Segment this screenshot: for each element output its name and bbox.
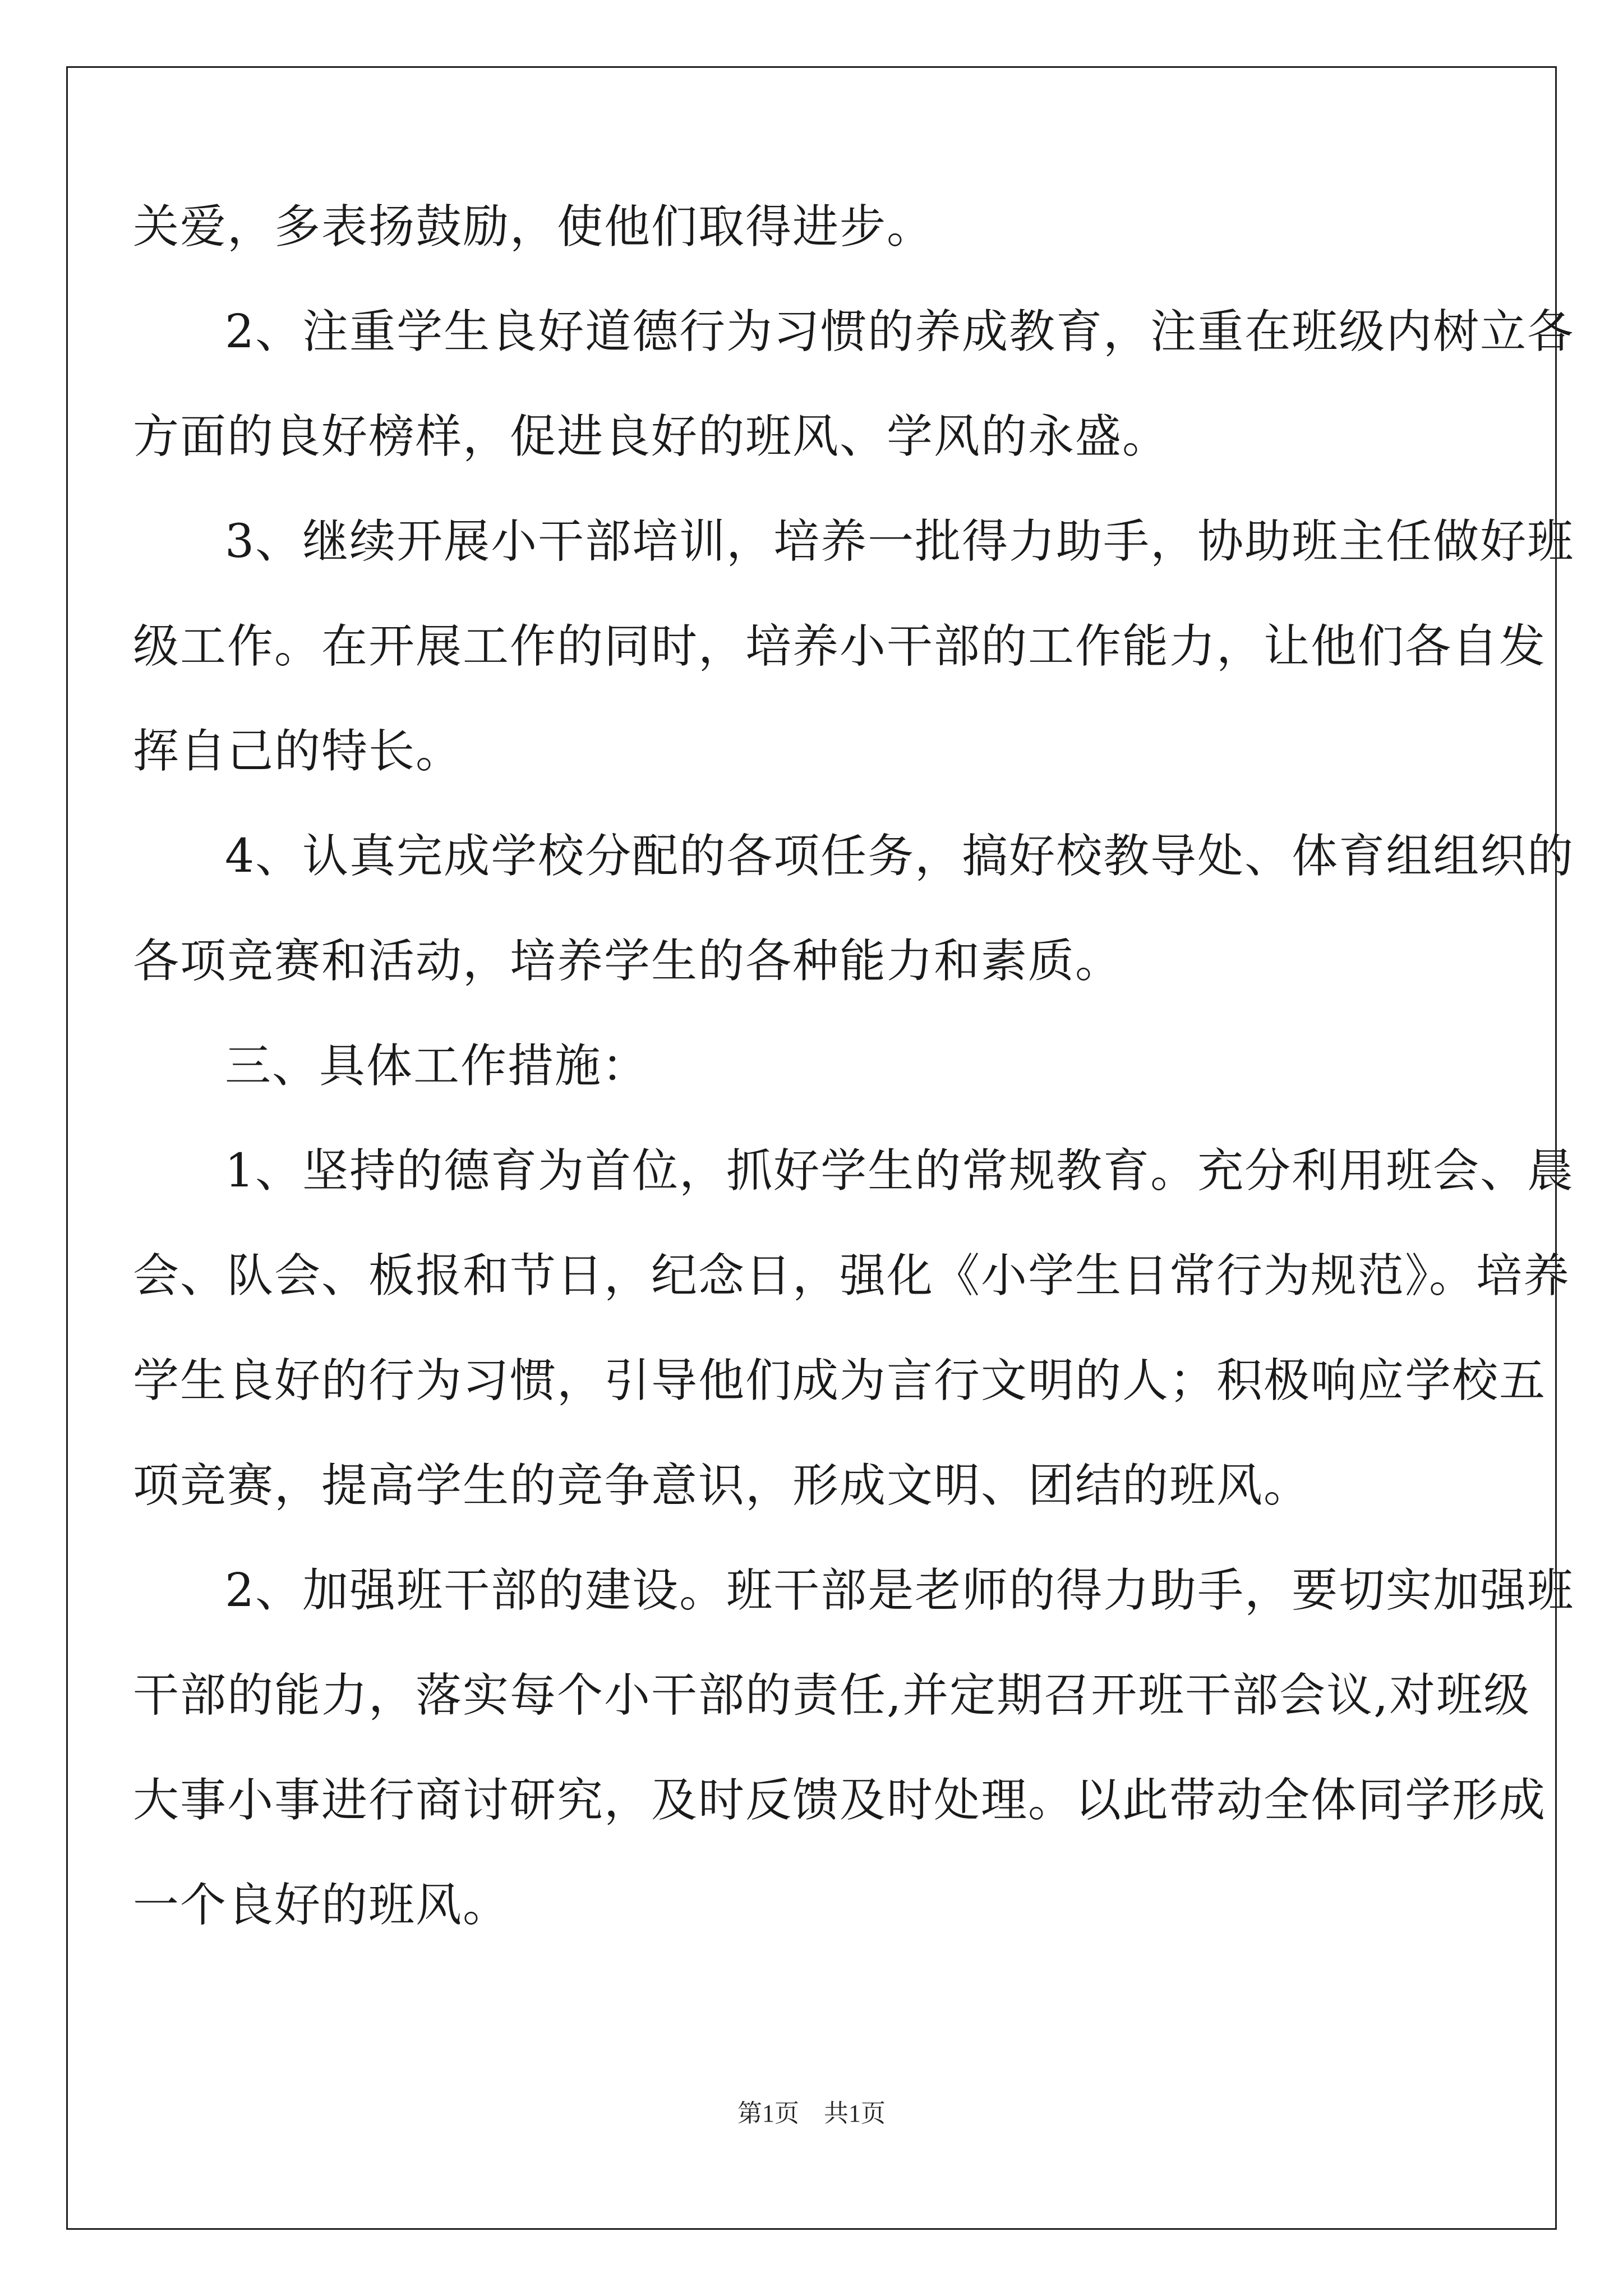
text-line: 会、队会、板报和节日，纪念日，强化《小学生日常行为规范》。培养 [133,1249,1571,1303]
text-line: 4、认真完成学校分配的各项任务，搞好校教导处、体育组组织的 [225,830,1575,883]
text-line: 项竞赛，提高学生的竞争意识，形成文明、团结的班风。 [133,1459,1311,1512]
text-line: 学生良好的行为习惯，引导他们成为言行文明的人；积极响应学校五 [133,1354,1547,1407]
text-line: 方面的良好榜样，促进良好的班风、学风的永盛。 [133,410,1170,463]
text-line: 1、坚持的德育为首位，抓好学生的常规教育。充分利用班会、晨 [225,1144,1575,1198]
text-line: 大事小事进行商讨研究，及时反馈及时处理。以此带动全体同学形成 [133,1774,1547,1827]
text-line: 一个良好的班风。 [133,1879,510,1932]
text-line: 2、加强班干部的建设。班干部是老师的得力助手，要切实加强班 [225,1564,1575,1617]
text-line: 各项竞赛和活动，培养学生的各种能力和素质。 [133,935,1123,988]
text-line: 3、继续开展小干部培训，培养一批得力助手，协助班主任做好班 [225,515,1575,568]
text-line: 2、注重学生良好道德行为习惯的养成教育，注重在班级内树立各 [225,305,1575,358]
text-line: 级工作。在开展工作的同时，培养小干部的工作能力，让他们各自发 [133,620,1547,673]
text-line: 干部的能力，落实每个小干部的责任,并定期召开班干部会议,对班级 [133,1669,1531,1722]
text-line: 挥自己的特长。 [133,725,463,778]
section-heading: 三、具体工作措施： [225,1039,649,1093]
page-number-footer: 第1页 共1页 [737,2100,886,2127]
text-line: 关爱，多表扬鼓励，使他们取得进步。 [133,200,934,254]
